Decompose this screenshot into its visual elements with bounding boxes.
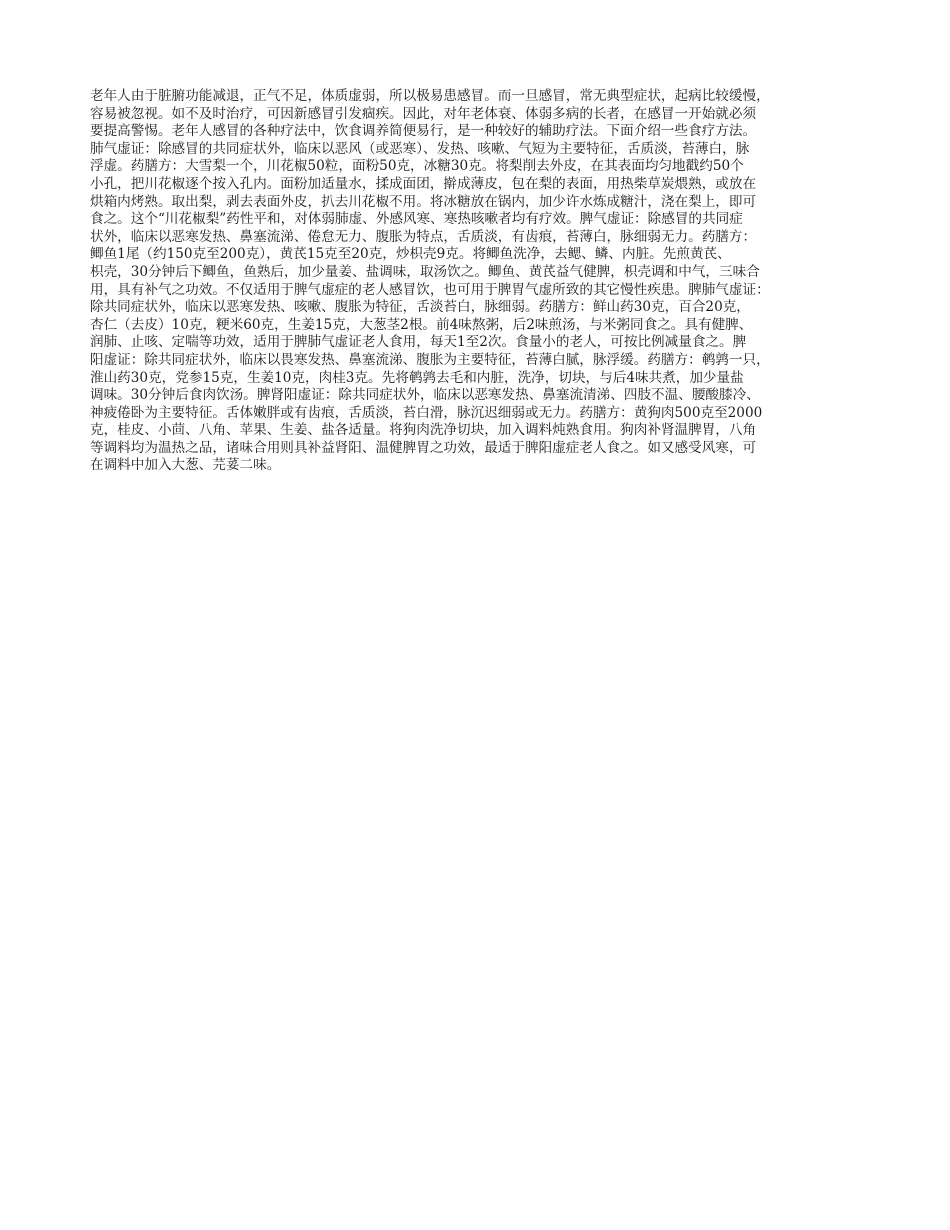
text-line: 克，桂皮、小茴、八角、苹果、生姜、盐各适量。将狗肉洗净切块，加入调料炖熟食用。狗肉补肾温脾胃，八角: [90, 422, 757, 439]
text-line: 食之。这个“川花椒梨”药性平和，对体弱肺虚、外感风寒、寒热咳嗽者均有疗效。脾气虚证：除感冒的共同症: [90, 211, 743, 228]
text-line: 除共同症状外，临床以恶寒发热、咳嗽、腹胀为特征，舌淡苔白，脉细弱。药膳方：鲜山药30克，百合20克，: [90, 299, 750, 316]
text-line: 要提高警惕。老年人感冒的各种疗法中，饮食调养简便易行，是一种较好的辅助疗法。下面介绍一些食疗方法。: [90, 123, 757, 140]
text-line: 淮山药30克，党参15克，生姜10克，肉桂3克。先将鹌鹑去毛和内脏，洗净，切块，与后4味共煮，加少量盐: [90, 369, 744, 386]
text-line: 用，具有补气之功效。不仅适用于脾气虚症的老人感冒饮，也可用于脾胃气虚所致的其它慢性疾患。脾肺气虚证：: [90, 281, 770, 298]
text-line: 杏仁（去皮）10克，粳米60克，生姜15克，大葱茎2根。前4味熬粥，后2味煎汤，与米粥同食之。具有健脾、: [90, 316, 753, 333]
text-line: 等调料均为温热之品，诸味合用则具补益肾阳、温健脾胃之功效，最适于脾阳虚症老人食之。如又感受风寒，可: [90, 439, 757, 456]
text-line: 阳虚证：除共同症状外，临床以畏寒发热、鼻塞流涕、腹胀为主要特征，苔薄白腻，脉浮缓。药膳方：鹌鹑一只，: [90, 351, 770, 368]
text-line: 容易被忽视。如不及时治疗，可因新感冒引发痼疾。因此，对年老体衰、体弱多病的长者，在感冒一开始就必须: [90, 105, 757, 122]
text-line: 调味。30分钟后食肉饮汤。脾肾阳虚证：除共同症状外，临床以恶寒发热、鼻塞流清涕、四肢不温、腰酸膝冷、: [90, 387, 760, 404]
text-line: 在调料中加入大葱、芫荽二味。: [90, 457, 281, 474]
text-line: 状外，临床以恶寒发热、鼻塞流涕、倦怠无力、腹胀为特点，舌质淡，有齿痕，苔薄白，脉细弱无力。药膳方：: [90, 228, 757, 245]
text-line: 老年人由于脏腑功能减退，正气不足，体质虚弱，所以极易患感冒。而一旦感冒，常无典型症状，起病比较缓慢，: [90, 88, 770, 104]
text-line: 枳壳，30分钟后下鲫鱼，鱼熟后，加少量姜、盐调味，取汤饮之。鲫鱼、黄芪益气健脾，枳壳调和中气，三味合: [90, 263, 760, 280]
text-line: 肺气虚证：除感冒的共同症状外，临床以恶风（或恶寒）、发热、咳嗽、气短为主要特征，舌质淡，苔薄白，脉: [90, 140, 750, 157]
text-line: 润肺、止咳、定喘等功效，适用于脾肺气虚证老人食用，每天1至2次。食量小的老人，可按比例减量食之。脾: [90, 334, 747, 351]
text-line: 鲫鱼1尾（约150克至200克），黄芪15克至20克，炒枳壳9克。将鲫鱼洗净，去鳃、鳞、内脏。先煎黄芪、: [90, 246, 731, 263]
text-line: 烘箱内烤熟。取出梨，剥去表面外皮，扒去川花椒不用。将冰糖放在锅内，加少许水炼成糖汁，浇在梨上，即可: [90, 193, 757, 210]
text-line: 神疲倦卧为主要特征。舌体嫩胖或有齿痕，舌质淡，苔白滑，脉沉迟细弱或无力。药膳方：黄狗肉500克至2000: [90, 404, 763, 421]
text-line: 小孔，把川花椒逐个按入孔内。面粉加适量水，揉成面团，擀成薄皮，包在梨的表面，用热柴草炭煨熟，或放在: [90, 175, 757, 192]
text-line: 浮虚。药膳方：大雪梨一个，川花椒50粒，面粉50克，冰糖30克。将梨削去外皮，在其表面均匀地戳约50个: [90, 158, 744, 175]
article-body: [90, 88, 866, 475]
